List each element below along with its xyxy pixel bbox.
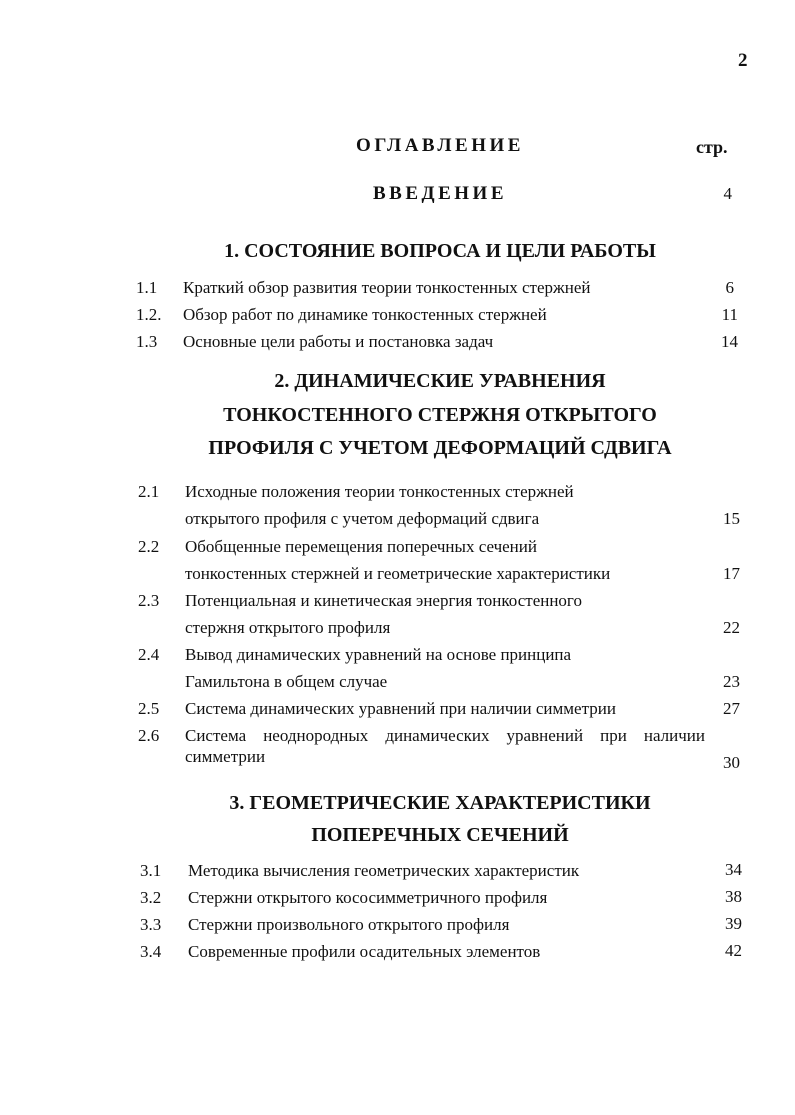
toc-item-page: 34 (725, 860, 742, 879)
toc-item-page: 23 (723, 672, 740, 691)
toc-item-text: Потенциальная и кинетическая энергия тонкостенного (185, 591, 582, 610)
toc-item-text: Основные цели работы и постановка задач (183, 332, 494, 351)
toc-item-text: Система динамических уравнений при наличии симметрии (185, 699, 616, 718)
toc-item-number: 1.2. (136, 305, 162, 324)
toc-item-number: 3.2 (140, 888, 162, 907)
toc-item-page: 30 (723, 753, 740, 772)
toc-item-page: 27 (723, 699, 740, 718)
chapter2-heading-line: ПРОФИЛЯ С УЧЕТОМ ДЕФОРМАЦИЙ СДВИГА (208, 437, 672, 459)
toc-item-number: 2.4 (138, 645, 160, 664)
toc-item-text: Современные профили осадительных элементов (188, 942, 541, 961)
intro-heading: ВВЕДЕНИЕ (373, 183, 507, 204)
chapter3-heading-line: 3. ГЕОМЕТРИЧЕСКИЕ ХАРАКТЕРИСТИКИ (229, 792, 651, 814)
toc-item-text: Гамильтона в общем случае (185, 672, 388, 691)
toc-item-number: 3.3 (140, 915, 162, 934)
toc-item-number: 3.4 (140, 942, 162, 961)
toc-item-text: стержня открытого профиля (185, 618, 391, 637)
page-number: 2 (738, 50, 748, 71)
chapter3-heading-line: ПОПЕРЕЧНЫХ СЕЧЕНИЙ (311, 824, 569, 846)
toc-item-text: симметрии (185, 747, 266, 766)
toc-item-page: 14 (721, 332, 738, 351)
toc-item-page: 6 (725, 278, 734, 297)
toc-item-text: Стержни открытого кососимметричного профиля (188, 888, 548, 907)
toc-item-page: 42 (725, 941, 742, 960)
toc-item-number: 2.1 (138, 482, 160, 501)
chapter2-heading-line: ТОНКОСТЕННОГО СТЕРЖНЯ ОТКРЫТОГО (223, 404, 657, 426)
toc-item-number: 2.5 (138, 699, 160, 718)
toc-item-page: 15 (723, 509, 740, 528)
toc-item-page: 38 (725, 887, 742, 906)
toc-item-number: 3.1 (140, 861, 162, 880)
chapter2-heading-line: 2. ДИНАМИЧЕСКИЕ УРАВНЕНИЯ (274, 370, 606, 392)
toc-item-page: 39 (725, 914, 742, 933)
toc-item-text: открытого профиля с учетом деформаций сдвига (185, 509, 540, 528)
toc-item-page: 22 (723, 618, 740, 637)
intro-page: 4 (723, 184, 732, 203)
toc-item-text: Обобщенные перемещения поперечных сечений (185, 537, 537, 556)
page-column-label: стр. (696, 137, 728, 157)
toc-item-number: 2.3 (138, 591, 160, 610)
toc-item-text: Методика вычисления геометрических характеристик (188, 861, 580, 880)
toc-item-number: 1.1 (136, 278, 158, 297)
toc-item-text: Обзор работ по динамике тонкостенных стержней (183, 305, 547, 324)
toc-item-text: Вывод динамических уравнений на основе принципа (185, 645, 572, 664)
toc-item-text: Исходные положения теории тонкостенных стержней (185, 482, 574, 501)
toc-item-text: Краткий обзор развития теории тонкостенных стержней (183, 278, 591, 297)
toc-title: ОГЛАВЛЕНИЕ (356, 135, 524, 156)
toc-item-number: 2.2 (138, 537, 160, 556)
toc-item-text: Стержни произвольного открытого профиля (188, 915, 510, 934)
chapter1-heading: 1. СОСТОЯНИЕ ВОПРОСА И ЦЕЛИ РАБОТЫ (224, 240, 656, 262)
toc-item-number: 2.6 (138, 726, 160, 745)
toc-item-page: 11 (721, 305, 738, 324)
toc-item-number: 1.3 (136, 332, 158, 351)
toc-item-text: Система неоднородных динамических уравнений при наличии (185, 726, 705, 745)
toc-item-text: тонкостенных стержней и геометрические характеристики (185, 564, 611, 583)
toc-item-page: 17 (723, 564, 740, 583)
